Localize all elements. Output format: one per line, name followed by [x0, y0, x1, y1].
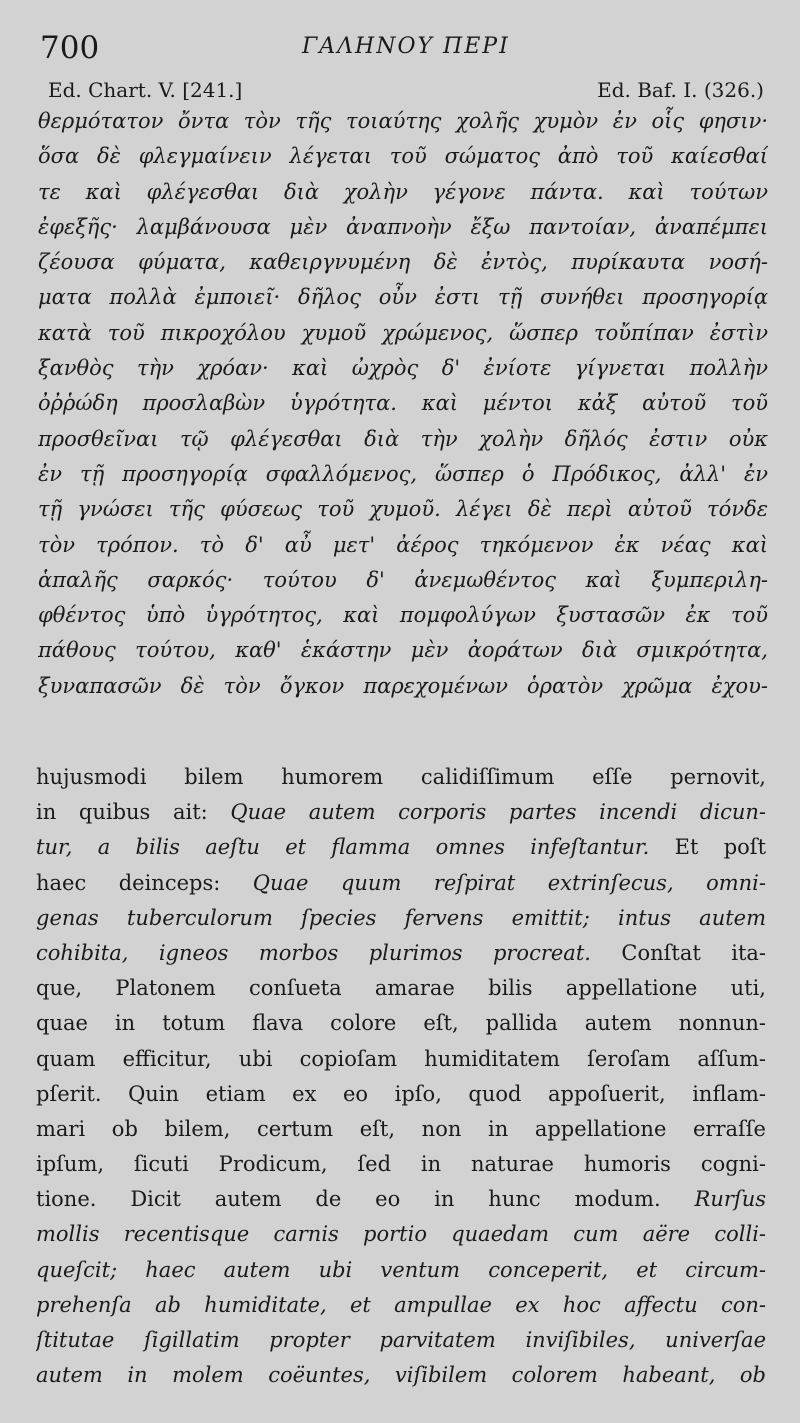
latin-quotation-run: ſtitutae ſigillatim propter parvitatem inviſibiles, univerſae [36, 1328, 766, 1352]
latin-text-line [36, 1358, 766, 1393]
latin-quotation-run: Rurſus [694, 1187, 766, 1212]
greek-text-line: προσθεῖναι τῷ φλέγεσθαι διὰ τὴν χολὴν δῆλός ἐστιν οὐκ [38, 426, 768, 451]
latin-text-run: in quibus ait: [36, 800, 231, 825]
latin-text-line [36, 1323, 766, 1358]
latin-text-line [36, 795, 766, 830]
page-number: 700 [40, 30, 100, 66]
latin-text-line [36, 936, 766, 971]
greek-text-line: ξυναπασῶν δὲ τὸν ὄγκον παρεχομένων ὁρατὸν χρῶμα ἐχου- [38, 673, 768, 698]
latin-text-run: tione. Dicit autem de eo in hunc modum. [36, 1187, 695, 1212]
latin-text-run: Et poſt [649, 835, 766, 860]
greek-text-line: ξανθὸς τὴν χρόαν· καὶ ὠχρὸς δ' ἐνίοτε γίγνεται πολλὴν [38, 356, 768, 381]
latin-text-line [36, 866, 766, 901]
page-header [40, 30, 760, 70]
latin-text-run: quae in totum flava colore eſt, pallida autem nonnun- [36, 1011, 766, 1036]
latin-text-line [36, 1147, 766, 1182]
greek-text-line: ὅσα δὲ φλεγμαίνειν λέγεται τοῦ σώματος ἀπὸ τοῦ καίεσθαί [38, 144, 768, 169]
greek-text-line: φθέντος ὑπὸ ὑγρότητος, καὶ πομφολύγων ξυστασῶν ἐκ τοῦ [38, 603, 768, 628]
edition-ref-chartier: Ed. Chart. V. [241.] [48, 78, 243, 102]
latin-text-line [36, 1112, 766, 1147]
latin-text-run: Conſtat ita- [590, 940, 766, 965]
latin-text-line [36, 1182, 766, 1217]
running-title: ΓΑΛΗΝΟΥ ΠΕΡΙ [302, 34, 510, 59]
greek-text-line: τε καὶ φλέγεσθαι διὰ χολὴν γέγονε πάντα. καὶ τούτων [38, 179, 768, 204]
latin-quotation-run: autem in molem coëuntes, viſibilem colorem habeant, ob [36, 1363, 766, 1388]
latin-translation-block [36, 760, 766, 1393]
latin-text-line [36, 1006, 766, 1041]
greek-text-block [38, 104, 768, 704]
latin-text-line [36, 830, 766, 865]
greek-text-line: ἐν τῇ προσηγορίᾳ σφαλλόμενος, ὥσπερ ὁ Πρόδικος, ἀλλ' ἐν [38, 461, 768, 486]
latin-quotation-run: prehenſa ab humiditate, et ampullae ex hoc affectu con- [36, 1292, 766, 1317]
latin-text-line [36, 1077, 766, 1112]
latin-text-run: mari ob bilem, certum eſt, non in appellatione erraſſe [36, 1116, 766, 1141]
latin-quotation-run: Quae autem corporis partes incendi dicun- [230, 800, 766, 825]
latin-text-line [36, 1042, 766, 1077]
latin-quotation-run: queſcit; haec autem ubi ventum conceperit, et circum- [36, 1257, 766, 1282]
latin-quotation-run: mollis recentisque carnis portio quaedam cum aëre colli- [36, 1222, 766, 1247]
latin-text-run: hujusmodi bilem humorem calidiſſimum eſſe pernovit, [36, 765, 766, 789]
latin-text-run: pſerit. Quin etiam ex eo ipſo, quod appoſuerit, inflam- [36, 1081, 766, 1106]
greek-text-line: θερμότατον ὄντα τὸν τῆς τοιαύτης χολῆς χυμὸν ἐν οἷς φησιν· [38, 109, 768, 133]
latin-text-run: haec deinceps: [36, 870, 253, 895]
greek-text-line: ἁπαλῆς σαρκός· τούτου δ' ἀνεμωθέντος καὶ ξυμπεριλη- [38, 567, 768, 592]
latin-text-run: quam efficitur, ubi copioſam humiditatem ſeroſam aſſum- [36, 1046, 766, 1071]
latin-text-run: ipſum, ſicuti Prodicum, ſed in naturae humoris cogni- [36, 1152, 766, 1177]
latin-text-line [36, 1217, 766, 1252]
latin-quotation-run: Quae quum reſpirat extrinſecus, omni- [252, 870, 766, 895]
latin-quotation-run: genas tuberculorum ſpecies fervens emittit; intus autem [36, 905, 766, 930]
greek-text-line: τὸν τρόπον. τὸ δ' αὖ μετ' ἀέρος τηκόμενον ἐκ νέας καὶ [38, 532, 768, 557]
latin-text-line [36, 760, 766, 795]
latin-text-line [36, 1288, 766, 1323]
greek-text-line: ματα πολλὰ ἐμποιεῖ· δῆλος οὖν ἐστι τῇ συνήθει προσηγορίᾳ [38, 285, 768, 310]
greek-text-line: ζέουσα φύματα, καθειργνυμένη δὲ ἐντὸς, πυρίκαυτα νοσή- [38, 250, 768, 275]
greek-text-line: κατὰ τοῦ πικροχόλου χυμοῦ χρώμενος, ὥσπερ τοὔπίπαν ἐστὶν [38, 320, 768, 345]
greek-text-line: πάθους τούτου, καθ' ἑκάστην μὲν ἀοράτων διὰ σμικρότητα, [38, 638, 768, 663]
edition-ref-basel: Ed. Baf. I. (326.) [597, 78, 764, 102]
latin-text-line [36, 901, 766, 936]
latin-quotation-run: cohibita, igneos morbos plurimos procreat. [36, 940, 591, 965]
latin-text-run: que, Platonem conſueta amarae bilis appellatione uti, [36, 976, 766, 1001]
latin-quotation-run: tur, a bilis aeſtu et flamma omnes infeſtantur. [36, 835, 650, 860]
greek-text-line: ἐφεξῆς· λαμβάνουσα μὲν ἀναπνοὴν ἔξω παντοίαν, ἀναπέμπει [38, 214, 768, 239]
latin-text-line [36, 971, 766, 1006]
latin-text-line [36, 1253, 766, 1288]
greek-text-line: ὀῤῥώδη προσλαβὼν ὑγρότητα. καὶ μέντοι κἀξ αὐτοῦ τοῦ [38, 391, 768, 416]
greek-text-line: τῇ γνώσει τῆς φύσεως τοῦ χυμοῦ. λέγει δὲ περὶ αὐτοῦ τόνδε [38, 497, 768, 522]
